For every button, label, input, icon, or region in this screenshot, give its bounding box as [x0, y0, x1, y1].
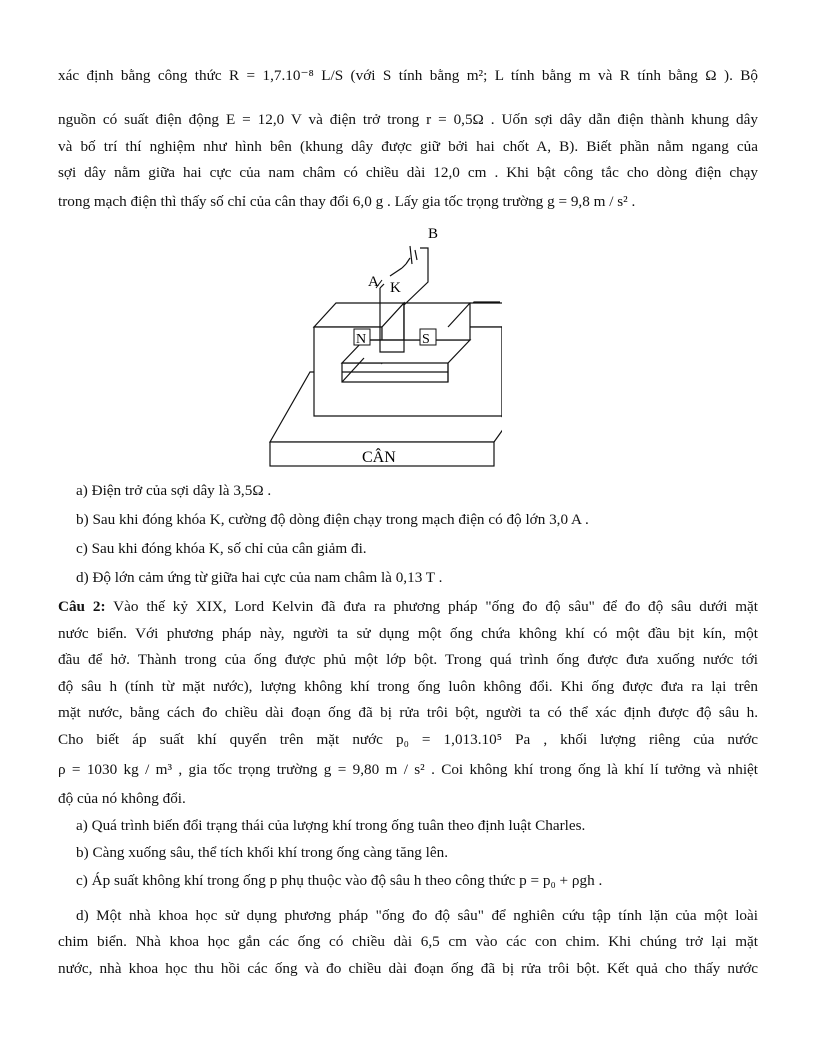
battery-long-plate [410, 246, 412, 264]
q2-label: Câu 2: [58, 598, 106, 615]
paragraph-line: độ sâu h (tính từ mặt nước), lượng không khí trong ống luôn không đổi. Khi ống được đưa ra lại trên [58, 678, 758, 695]
magnet-scale-figure [262, 220, 502, 470]
paragraph-line: ρ = 1030 kg / m³ , gia tốc trọng trường g = 9,80 m / s² . Coi không khí trong ống là khí lí tưởng và nhiệt [58, 761, 758, 778]
pole-n-label: N [356, 332, 367, 347]
label-k: K [390, 280, 401, 296]
q1-option-c: c) Sau khi đóng khóa K, số chỉ của cân giảm đi. [76, 540, 367, 557]
paragraph-line: Cho biết áp suất khí quyển trên mặt nước p₀ = 1,013.10⁵ Pa , khối lượng riêng của nước [58, 731, 758, 748]
paragraph-line: và bố trí thí nghiệm như hình bên (khung dây được giữ bởi hai chốt A, B). Biết phần nằm ngang của [58, 138, 758, 155]
q2-option-a: a) Quá trình biến đổi trạng thái của lượng khí trong ống tuân theo định luật Charles. [76, 817, 586, 834]
label-a: A [368, 274, 379, 290]
q1-option-d: d) Độ lớn cảm ứng từ giữa hai cực của nam châm là 0,13 T . [76, 569, 443, 586]
battery-short-plate [415, 250, 417, 260]
paragraph-line: sợi dây nằm giữa hai cực của nam châm có chiều dài 12,0 cm . Khi bật công tắc cho dòng điện chạy [58, 164, 758, 181]
q2-first-line-text: Vào thế kỷ XIX, Lord Kelvin đã đưa ra phương pháp "ống đo độ sâu" để đo độ sâu dưới mặt [105, 598, 758, 615]
q1-option-a: a) Điện trở của sợi dây là 3,5Ω . [76, 482, 272, 499]
q2-option-d: d) Một nhà khoa học sử dụng phương pháp "ống đo độ sâu" để nghiên cứu tập tính lặn của một loài [76, 907, 758, 924]
q2-option-c: c) Áp suất không khí trong ống p phụ thuộc vào độ sâu h theo công thức p = p₀ + ρgh . [76, 872, 603, 889]
pole-s-label: S [422, 332, 430, 347]
q2-option-b: b) Càng xuống sâu, thể tích khối khí trong ống càng tăng lên. [76, 844, 449, 861]
paragraph-line: nước, nhà khoa học thu hồi các ống và đo chiều dài đoạn ống đã bị rửa trôi bột. Kết quả cho thấy nước [58, 960, 758, 977]
q2-first-line [58, 598, 758, 616]
label-b: B [428, 226, 439, 242]
paragraph-line: chim biển. Nhà khoa học gắn các ống có chiều dài 6,5 cm vào các con chim. Khi chúng trở lại mặt [58, 933, 758, 950]
paragraph-line: mặt nước, bằng cách đo chiều dài đoạn ống đã bị rửa trôi bột, người ta có thể xác định được độ sâu h. [58, 704, 758, 721]
paragraph-line: nguồn có suất điện động E = 12,0 V và điện trở trong r = 0,5Ω . Uốn sợi dây dẫn điện thành khung dây [58, 111, 758, 128]
paragraph-line: độ của nó không đổi. [58, 790, 186, 807]
paragraph-line: đầu để hở. Thành trong của ống được phủ một lớp bột. Trong quá trình ống được đưa xuống nước tới [58, 651, 758, 668]
paragraph-line: nước biển. Với phương pháp này, người ta sử dụng một ống chứa không khí có một đầu bịt kín, một [58, 625, 758, 642]
q1-option-b: b) Sau khi đóng khóa K, cường độ dòng điện chạy trong mạch điện có độ lớn 3,0 A . [76, 511, 589, 528]
switch-k [390, 268, 402, 276]
scale-label: CÂN [362, 449, 396, 466]
paragraph-line: trong mạch điện thì thấy số chỉ của cân thay đổi 6,0 g . Lấy gia tốc trọng trường g = 9,8 m / s² . [58, 193, 636, 210]
paragraph-line: xác định bằng công thức R = 1,7.10⁻⁸ L/S (với S tính bằng m²; L tính bằng m và R tính bằng Ω ). Bộ [58, 67, 758, 84]
